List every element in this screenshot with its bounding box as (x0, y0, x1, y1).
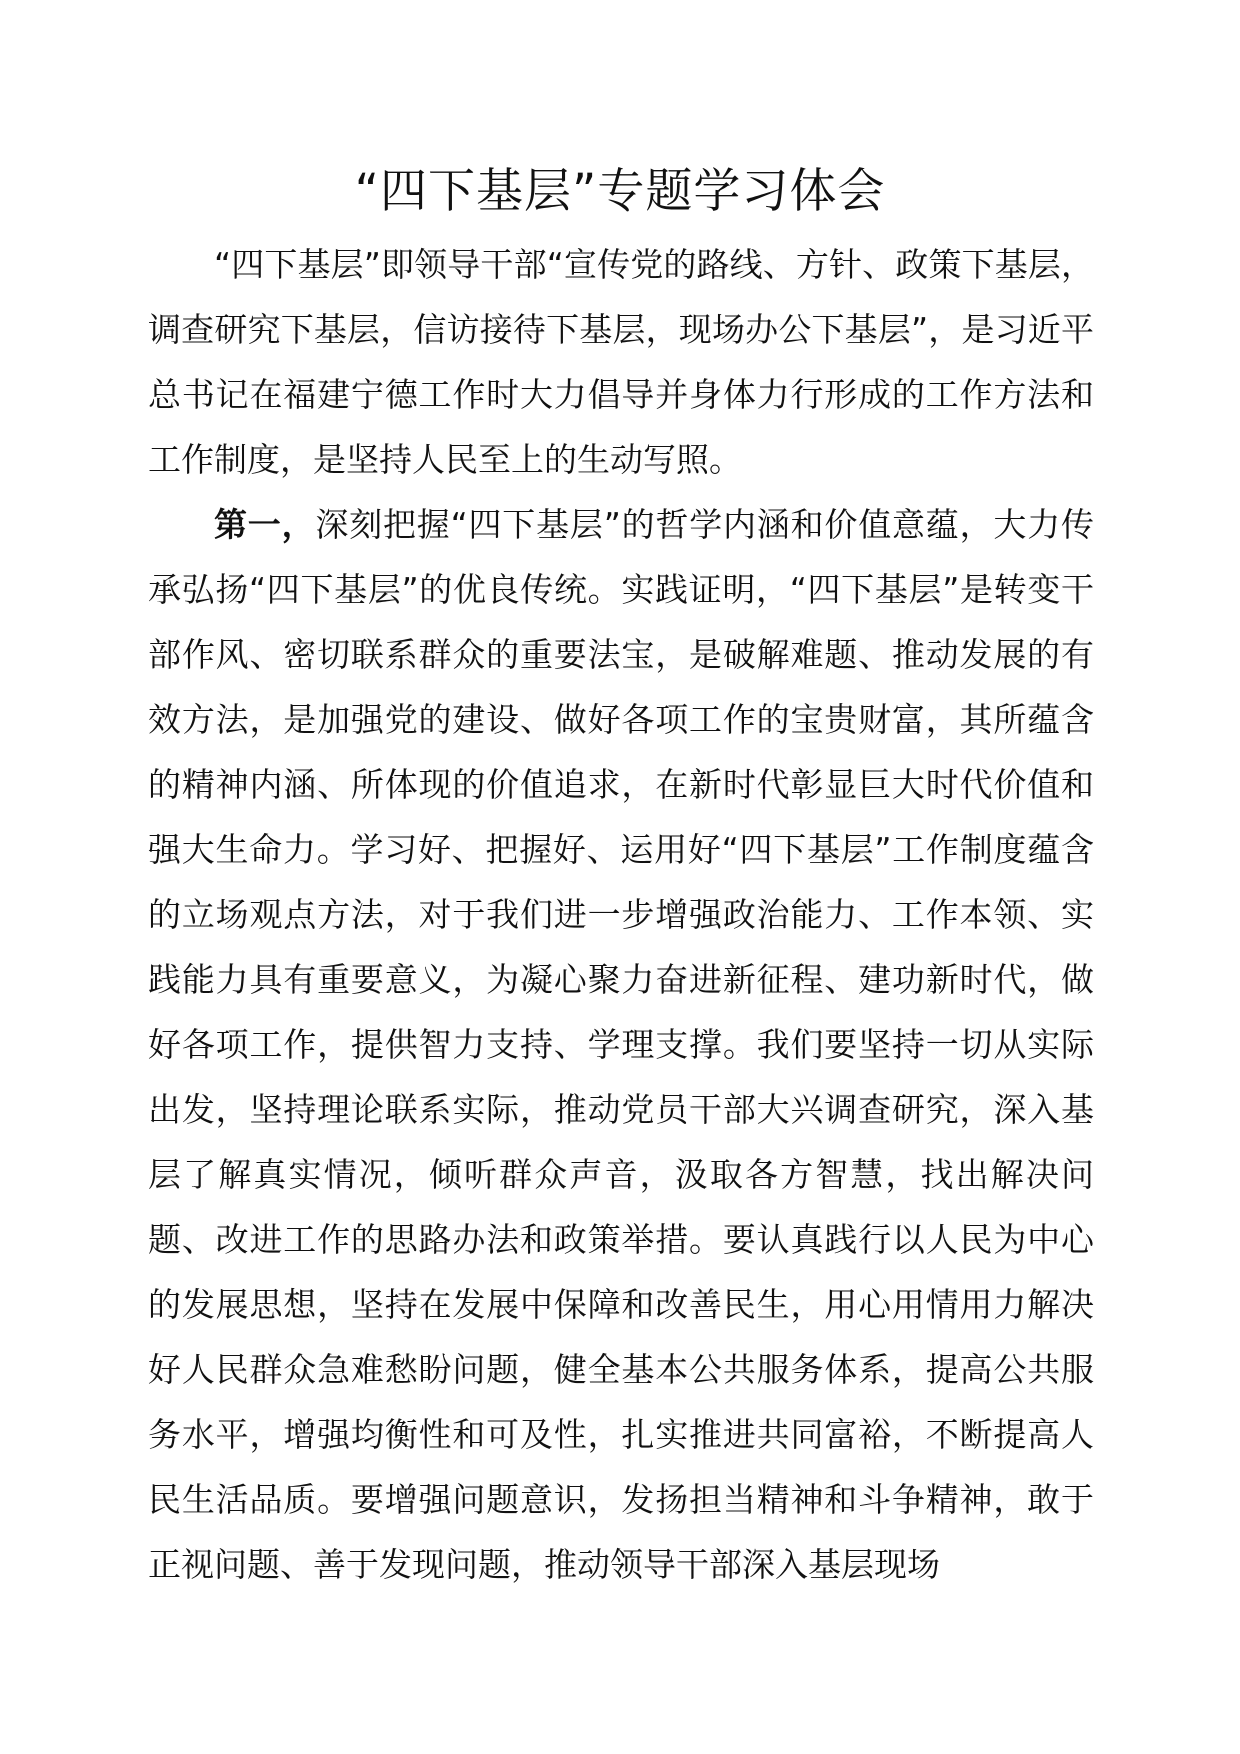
document-body (148, 232, 1094, 1597)
document-title: “四下基层”专题学习体会 (354, 164, 886, 219)
paragraph-text: “四下基层”即领导干部“宣传党的路线、方针、政策下基层，调查研究下基层，信访接待下基层，现场办公下基层”，是习近平总书记在福建宁德工作时大力倡导并身体力行形成的工作方法和工作制度，是坚持人民至上的生动写照。 (148, 245, 1094, 479)
paragraph-first-point (148, 492, 1094, 1597)
paragraph-text: 深刻把握“四下基层”的哲学内涵和价值意蕴，大力传承弘扬“四下基层”的优良传统。实践证明，“四下基层”是转变干部作风、密切联系群众的重要法宝，是破解难题、推动发展的有效方法，是加强党的建设、做好各项工作的宝贵财富，其所蕴含的精神内涵、所体现的价值追求，在新时代彰显巨大时代价值和强大生命力。学习好、把握好、运用好“四下基层”工作制度蕴含的立场观点方法，对于我们进一步增强政治能力、工作本领、实践能力具有重要意义，为凝心聚力奋进新征程、建功新时代，做好各项工作，提供智力支持、学理支撑。我们要坚持一切从实际出发，坚持理论联系实际，推动党员干部大兴调查研究，深入基层了解真实情况，倾听群众声音，汲取各方智慧，找出解决问题、改进工作的思路办法和政策举措。要认真践行以人民为中心的发展思想，坚持在发展中保障和改善民生，用心用情用力解决好人民群众急难愁盼问题，健全基本公共服务体系，提高公共服务水平，增强均衡性和可及性，扎实推进共同富裕，不断提高人民生活品质。要增强问题意识，发扬担当精神和斗争精神，敢于正视问题、善于发现问题，推动领导干部深入基层现场 (148, 505, 1094, 1584)
paragraph-lead: 第一， (214, 505, 316, 544)
paragraph-intro (148, 232, 1094, 492)
